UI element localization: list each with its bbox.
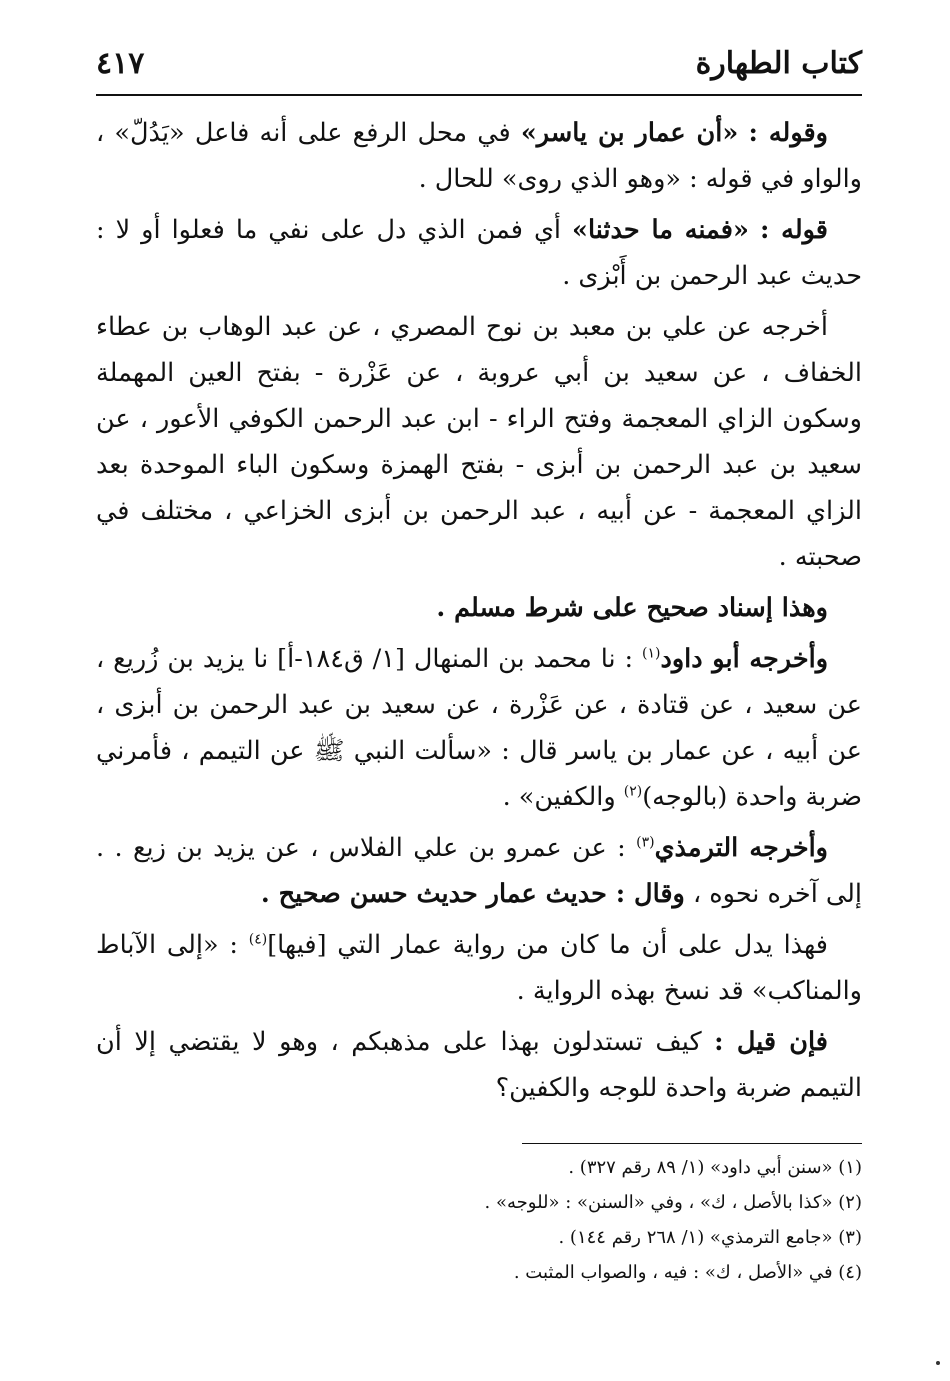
- running-title: كتاب الطهارة: [695, 46, 862, 81]
- paragraph-8-text: كيف تستدلون بهذا على مذهبكم ، وهو لا يقتضي إلا أن التيمم ضربة واحدة للوجه والكفين؟: [96, 1027, 862, 1103]
- paragraph-1-text: في محل الرفع على أنه فاعل «يَدُلّ» ، والواو في قوله : «وهو الذي روى» للحال .: [96, 118, 862, 194]
- footnote-ref-4[interactable]: (٤): [248, 931, 268, 948]
- page-number: ٤١٧: [96, 46, 145, 81]
- main-text: [96, 110, 862, 1116]
- footnote-4: (٤) في «الأصل ، ك» : فيه ، والصواب المثبت .: [513, 1262, 862, 1283]
- paragraph-3: [96, 304, 862, 580]
- paragraph-2-quote: «فمنه ما حدثنا»: [572, 215, 749, 245]
- paragraph-1: [96, 110, 862, 202]
- paragraph-7-text-a: فهذا يدل على أن ما كان من رواية عمار التي [فيها]: [267, 930, 829, 960]
- paragraph-7-text-b: : «إلى الآباط والمناكب» قد نسخ بهذه الرواية .: [96, 930, 862, 1006]
- paragraph-5-lead: وأخرجه أبو داود: [660, 644, 829, 674]
- paragraph-5-text-a: : نا محمد بن المنهال [١/ ق١٨٤-أ] نا يزيد بن زُريع ، عن سعيد ، عن قتادة ، عن عَزْرة ، عن سعيد بن عبد الرحمن بن أبزى ، عن أبيه ، عن عمار بن ياسر قال : «سألت النبي ﷺ عن التيمم ، فأمرني ضربة واحدة (بالوجه): [96, 644, 862, 812]
- page-header: [96, 38, 862, 98]
- paragraph-8-lead: فإن قيل :: [714, 1027, 828, 1057]
- footnote-3: (٣) «جامع الترمذي» (١/ ٢٦٨ رقم ١٤٤) .: [558, 1227, 862, 1248]
- paragraph-6: [96, 825, 862, 917]
- paragraph-6-bold: وقال : حديث عمار حديث حسن صحيح .: [260, 879, 685, 909]
- paragraph-1-lead: وقوله :: [748, 118, 829, 148]
- paragraph-3-text: أخرجه عن علي بن معبد بن نوح المصري ، عن عبد الوهاب بن عطاء الخفاف ، عن سعيد بن أبي عروبة ، عن عَزْرة - بفتح العين المهملة وسكون الزاي المعجمة وفتح الراء - ابن عبد الرحمن الكوفي الأعور ، عن سعيد بن عبد الرحمن بن أبزى - بفتح الهمزة وسكون الباء الموحدة بعد الزاي المعجمة - عن أبيه ، عبد الرحمن بن أبزى الخزاعي ، مختلف في صحبته .: [96, 312, 862, 572]
- header-rule: [96, 94, 862, 96]
- paragraph-7: [96, 922, 862, 1014]
- paragraph-6-text-a: : عن عمرو بن علي الفلاس ، عن يزيد بن زيع . . إلى آخره نحوه ،: [96, 833, 862, 909]
- paragraph-6-lead: وأخرجه الترمذي: [654, 833, 828, 863]
- paragraph-4-text: وهذا إسناد صحيح على شرط مسلم .: [436, 593, 828, 623]
- paragraph-1-quote: «أن عمار بن ياسر»: [520, 118, 739, 148]
- paragraph-2-lead: قوله :: [759, 215, 828, 245]
- paragraph-5-text-b: والكفين» .: [502, 782, 624, 812]
- paragraph-2-text: أي فمن الذي دل على نفي ما فعلوا أو لا : حديث عبد الرحمن بن أَبْزى .: [96, 215, 862, 291]
- paragraph-2: [96, 207, 862, 299]
- footnote-1: (١) «سنن أبي داود» (١/ ٨٩ رقم ٣٢٧) .: [568, 1157, 862, 1178]
- scan-mark: [936, 1361, 940, 1365]
- footnote-ref-2[interactable]: (٢): [623, 783, 643, 800]
- paragraph-5: [96, 636, 862, 820]
- footnote-ref-1[interactable]: (١): [642, 645, 661, 662]
- footnote-rule: [522, 1143, 862, 1144]
- paragraph-4: [96, 585, 862, 631]
- paragraph-8: [96, 1019, 862, 1111]
- footnotes: [96, 1150, 862, 1290]
- footnote-ref-3[interactable]: (٣): [636, 834, 655, 851]
- footnote-2: (٢) «كذا بالأصل ، ك» ، وفي «السنن» : «للوجه» .: [484, 1192, 862, 1213]
